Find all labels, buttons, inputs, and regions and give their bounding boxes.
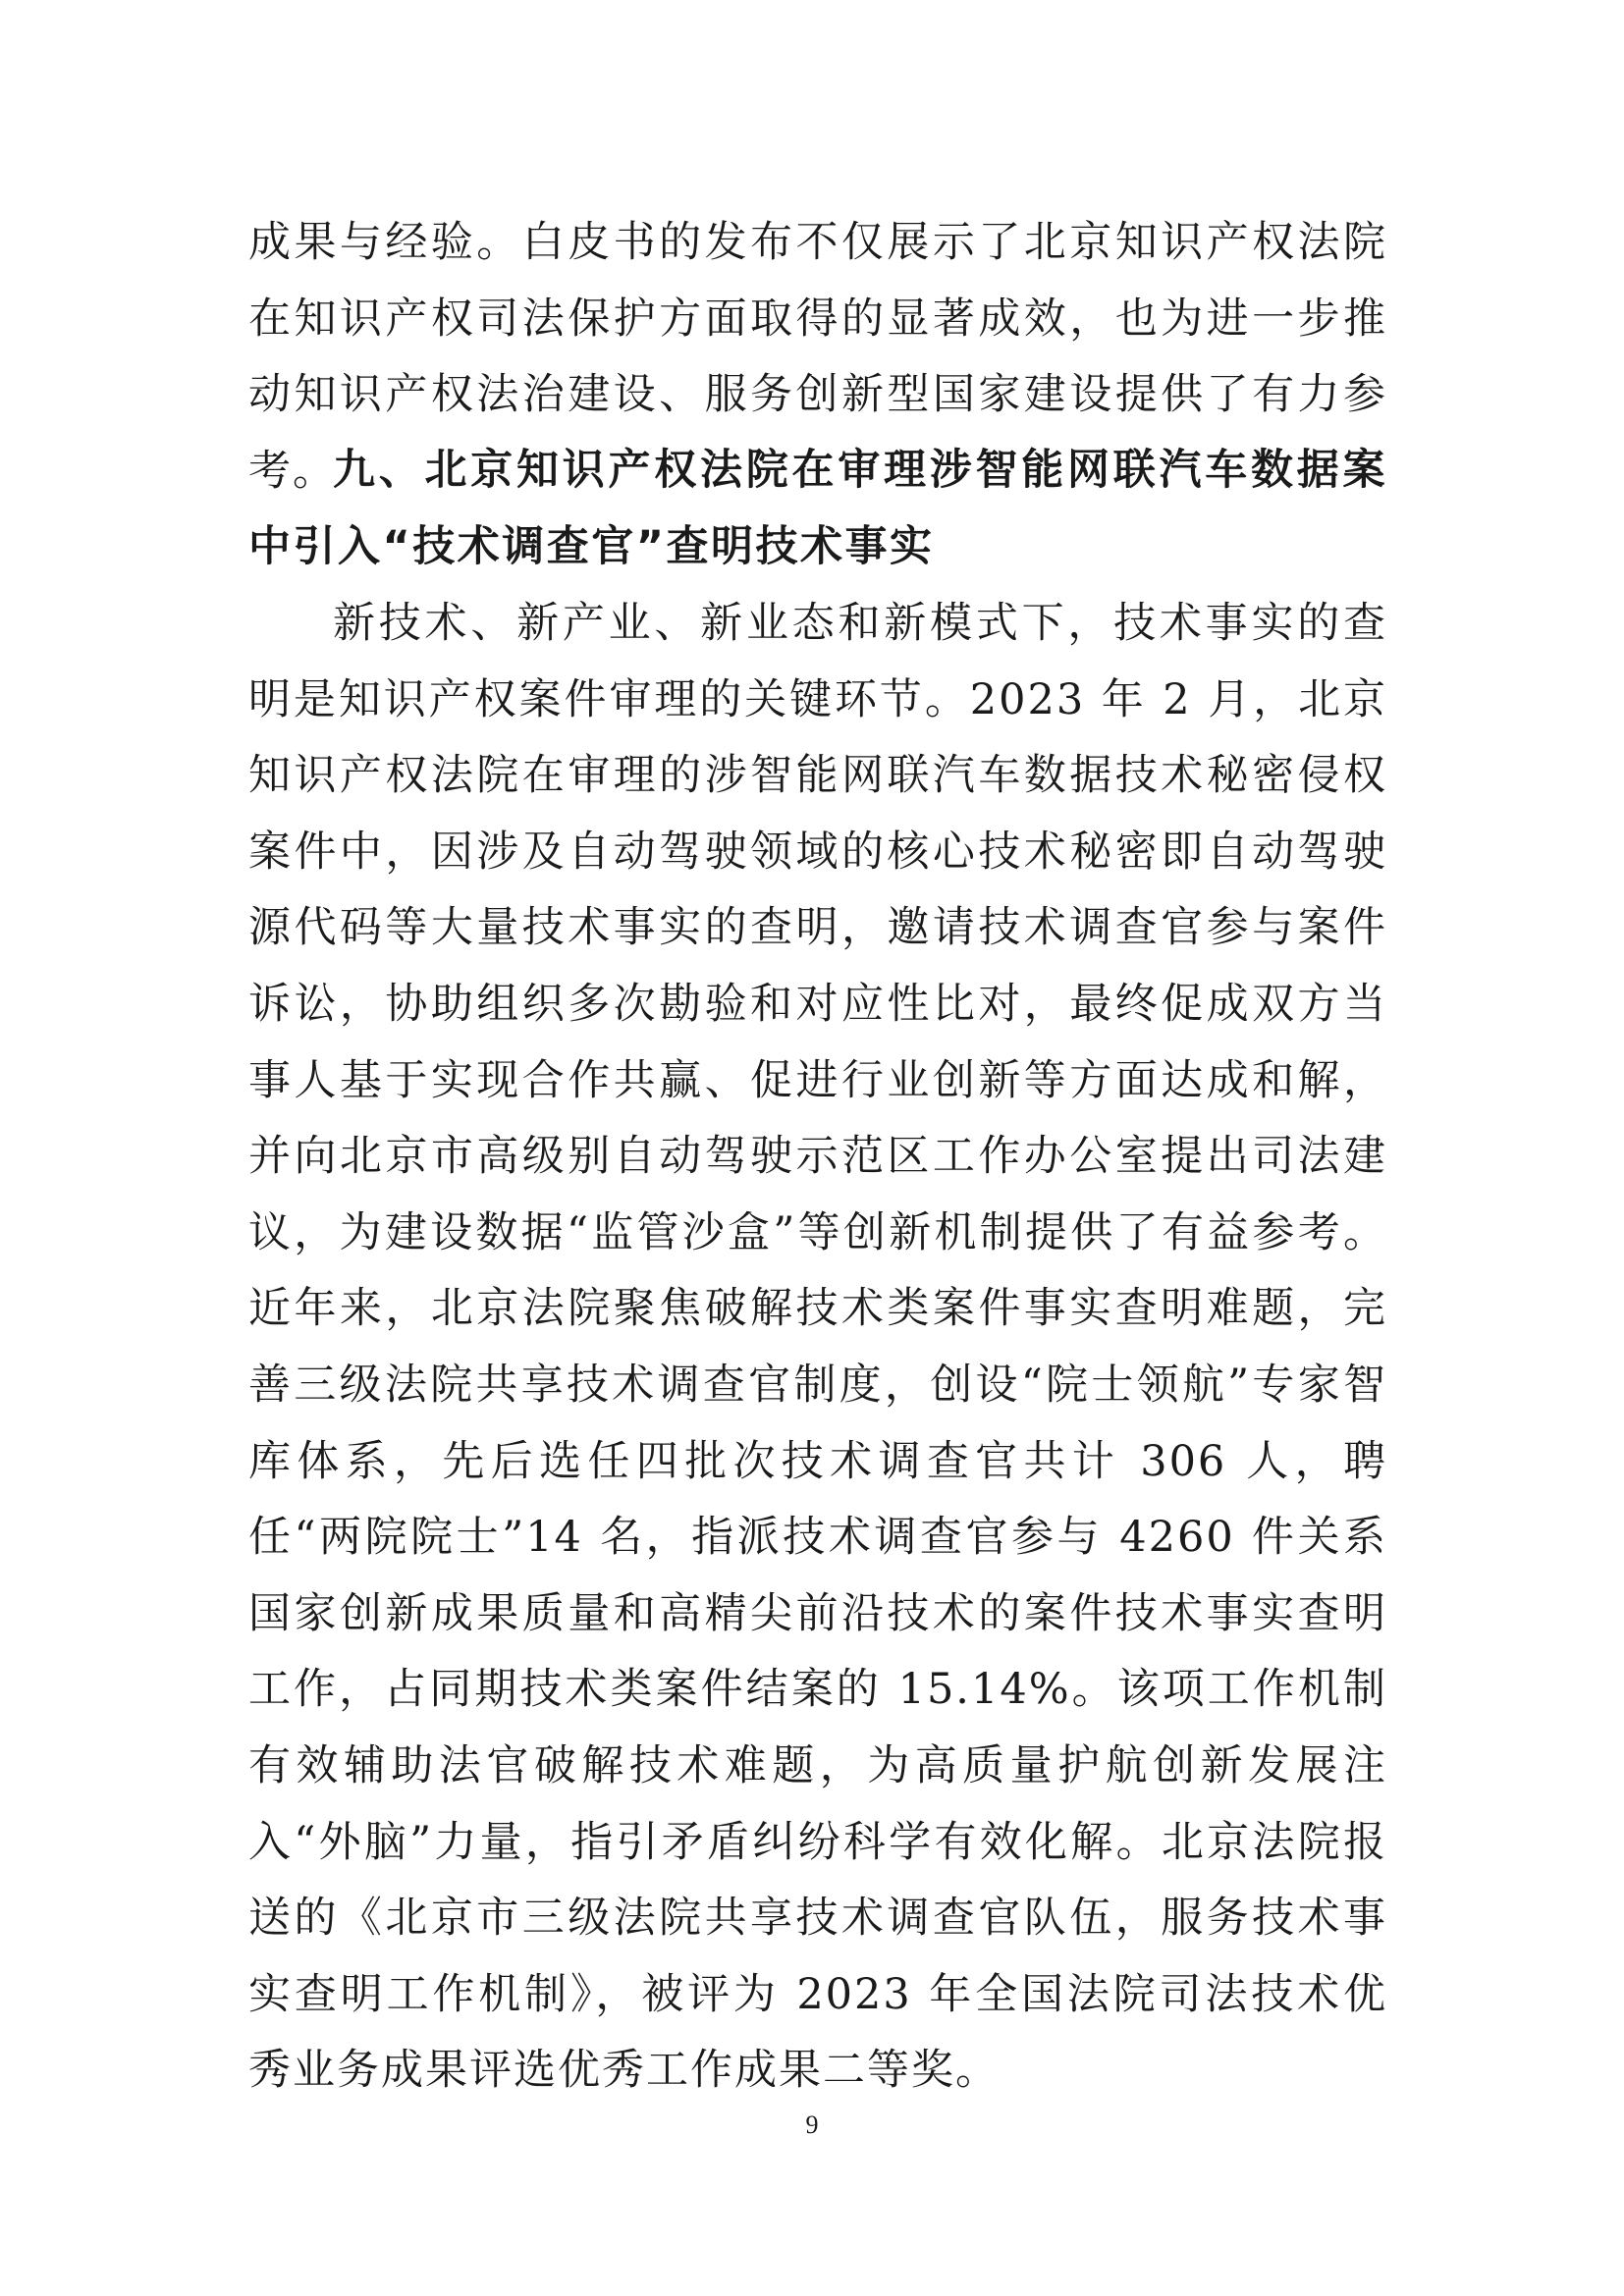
section-heading: 九、北京知识产权法院在审理涉智能网联汽车数据案中引入“技术调查官”查明技术事实: [248, 446, 1387, 571]
page-number: 9: [805, 2110, 819, 2139]
body-paragraph: 新技术、新产业、新业态和新模式下，技术事实的查明是知识产权案件审理的关键环节。2023 年 2 月，北京知识产权法院在审理的涉智能网联汽车数据技术秘密侵权案件中，因涉及自动驾驶领域的核心技术秘密即自动驾驶源代码等大量技术事实的查明，邀请技术调查官参与案件诉讼，协助组织多次勘验和对应性比对，最终促成双方当事人基于实现合作共赢、促进行业创新等方面达成和解，并向北京市高级别自动驾驶示范区工作办公室提出司法建议，为建设数据“监管沙盒”等创新机制提供了有益参考。近年来，北京法院聚焦破解技术类案件事实查明难题，完善三级法院共享技术调查官制度，创设“院士领航”专家智库体系，先后选任四批次技术调查官共计 306 人，聘任“两院院士”14 名，指派技术调查官参与 4260 件关系国家创新成果质量和高精尖前沿技术的案件技术事实查明工作，占同期技术类案件结案的 15.14%。该项工作机制有效辅助法官破解技术难题，为高质量护航创新发展注入“外脑”力量，指引矛盾纠纷科学有效化解。北京法院报送的《北京市三级法院共享技术调查官队伍，服务技术事实查明工作机制》，被评为 2023 年全国法院司法技术优秀业务成果评选优秀工作成果二等奖。: [248, 599, 1387, 2096]
intro-paragraph: 成果与经验。白皮书的发布不仅展示了北京知识产权法院在知识产权司法保护方面取得的显著成效，也为进一步推动知识产权法治建设、服务创新型国家建设提供了有力参考。: [248, 218, 1387, 496]
